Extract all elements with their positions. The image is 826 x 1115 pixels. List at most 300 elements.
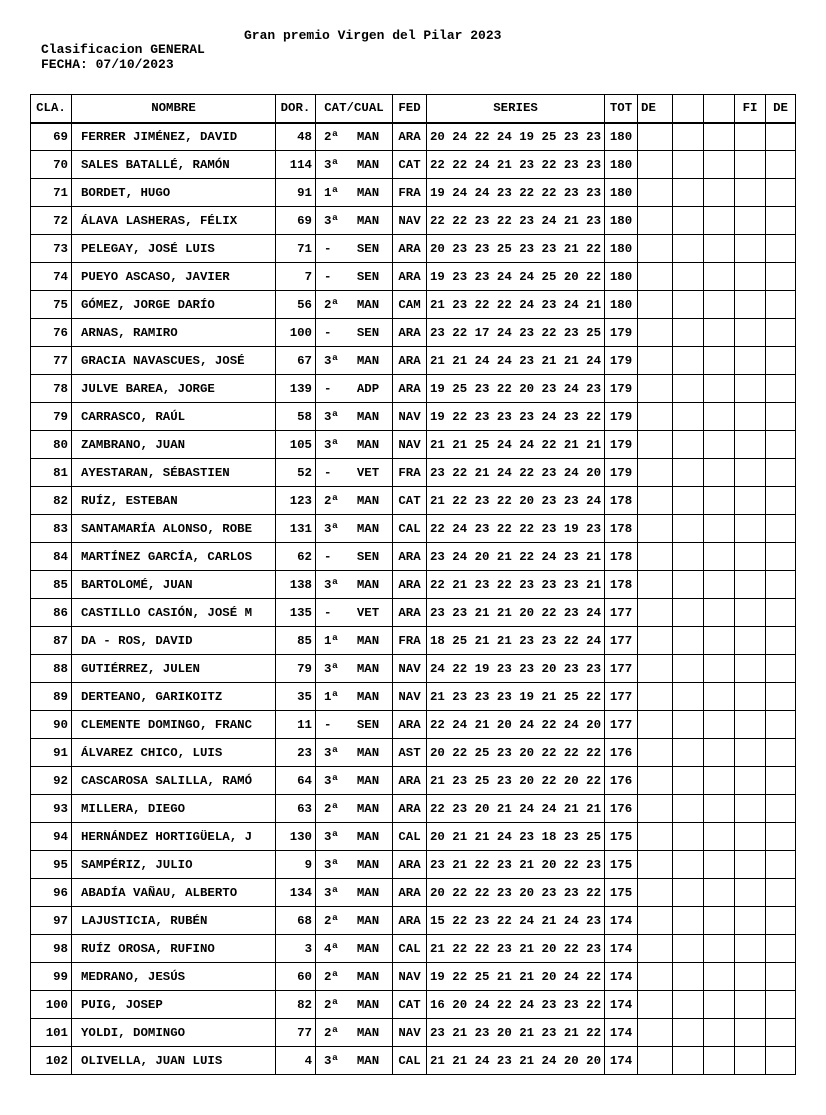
cell-dor: 85 (276, 627, 316, 655)
table-row (31, 291, 796, 319)
table-row (31, 179, 796, 207)
cell-series: 21 21 24 24 23 21 21 24 (427, 347, 605, 375)
cell-cual: MAN (356, 493, 380, 508)
cell-fi (735, 991, 766, 1019)
cell-dor: 135 (276, 599, 316, 627)
cell-series: 20 21 21 24 23 18 23 25 (427, 823, 605, 851)
cell-de (638, 515, 673, 543)
cell-cla: 91 (31, 739, 72, 767)
table-row (31, 627, 796, 655)
cell-tot: 179 (605, 459, 638, 487)
cell-series: 21 22 23 22 20 23 23 24 (427, 487, 605, 515)
cell-fed: FRA (393, 627, 427, 655)
cell-nombre: AYESTARAN, SÉBASTIEN (72, 459, 276, 487)
cell-de (638, 599, 673, 627)
cell-series: 19 25 23 22 20 23 24 23 (427, 375, 605, 403)
cell-blank-1 (673, 1047, 704, 1075)
cell-tot: 174 (605, 1019, 638, 1047)
cell-cla: 78 (31, 375, 72, 403)
cell-de (638, 179, 673, 207)
cell-cla: 73 (31, 235, 72, 263)
cell-cat: 2ª (324, 801, 339, 816)
cell-cat-cual (316, 543, 393, 571)
cell-tot: 174 (605, 963, 638, 991)
cell-fi (735, 291, 766, 319)
cell-dor: 123 (276, 487, 316, 515)
cell-tot: 176 (605, 767, 638, 795)
cell-cual: MAN (356, 577, 380, 592)
cell-nombre: PUIG, JOSEP (72, 991, 276, 1019)
cell-de (638, 711, 673, 739)
cell-nombre: HERNÁNDEZ HORTIGÜELA, J (72, 823, 276, 851)
cell-dor: 91 (276, 179, 316, 207)
col-header-fi: FI (735, 95, 766, 123)
date-line: FECHA: 07/10/2023 (41, 57, 174, 72)
cell-cla: 102 (31, 1047, 72, 1075)
cell-fed: ARA (393, 263, 427, 291)
cell-de (638, 627, 673, 655)
cell-fi (735, 515, 766, 543)
cell-series: 20 23 23 25 23 23 21 22 (427, 235, 605, 263)
cell-fed: CAT (393, 487, 427, 515)
cell-cual: MAN (356, 633, 380, 648)
col-header-de: DE (638, 95, 673, 123)
cell-blank-2 (704, 207, 735, 235)
cell-fi (735, 179, 766, 207)
cell-blank-1 (673, 123, 704, 151)
cell-nombre: ÁLVAREZ CHICO, LUIS (72, 739, 276, 767)
cell-dor: 58 (276, 403, 316, 431)
cell-tot: 174 (605, 935, 638, 963)
cell-de-2 (766, 991, 796, 1019)
cell-blank-2 (704, 459, 735, 487)
cell-tot: 177 (605, 711, 638, 739)
cell-tot: 179 (605, 319, 638, 347)
cell-cual: MAN (356, 773, 380, 788)
cell-fi (735, 235, 766, 263)
cell-tot: 174 (605, 991, 638, 1019)
cell-cat-cual (316, 375, 393, 403)
cell-dor: 9 (276, 851, 316, 879)
cell-cual: MAN (356, 801, 380, 816)
cell-dor: 23 (276, 739, 316, 767)
cell-cat: - (324, 605, 332, 620)
cell-de-2 (766, 207, 796, 235)
col-header-blank-1 (673, 95, 704, 123)
cell-blank-1 (673, 403, 704, 431)
cell-blank-1 (673, 963, 704, 991)
cell-cla: 89 (31, 683, 72, 711)
cell-fi (735, 403, 766, 431)
cell-de (638, 767, 673, 795)
cell-cla: 84 (31, 543, 72, 571)
table-row (31, 879, 796, 907)
cell-cat-cual (316, 291, 393, 319)
cell-fi (735, 879, 766, 907)
cell-cat: - (324, 465, 332, 480)
cell-series: 21 21 25 24 24 22 21 21 (427, 431, 605, 459)
cell-tot: 177 (605, 627, 638, 655)
cell-cual: VET (356, 465, 380, 480)
cell-blank-1 (673, 319, 704, 347)
cell-tot: 174 (605, 1047, 638, 1075)
cell-fi (735, 207, 766, 235)
cell-cual: MAN (356, 745, 380, 760)
cell-cual: MAN (356, 129, 380, 144)
cell-cat: 3ª (324, 829, 339, 844)
cell-fed: ARA (393, 711, 427, 739)
cell-fi (735, 487, 766, 515)
table-row (31, 683, 796, 711)
cell-series: 19 22 23 23 23 24 23 22 (427, 403, 605, 431)
cell-de (638, 907, 673, 935)
cell-cual: MAN (356, 913, 380, 928)
cell-tot: 180 (605, 123, 638, 151)
cell-de (638, 319, 673, 347)
cell-nombre: FERRER JIMÉNEZ, DAVID (72, 123, 276, 151)
cell-blank-1 (673, 795, 704, 823)
cell-fi (735, 151, 766, 179)
cell-cat: 2ª (324, 969, 339, 984)
cell-cual: MAN (356, 857, 380, 872)
cell-de-2 (766, 879, 796, 907)
cell-dor: 71 (276, 235, 316, 263)
cell-tot: 180 (605, 151, 638, 179)
table-row (31, 375, 796, 403)
cell-nombre: MILLERA, DIEGO (72, 795, 276, 823)
cell-blank-1 (673, 907, 704, 935)
cell-cla: 79 (31, 403, 72, 431)
cell-cat-cual (316, 627, 393, 655)
cell-cla: 87 (31, 627, 72, 655)
col-header-blank-2 (704, 95, 735, 123)
cell-series: 22 23 20 21 24 24 21 21 (427, 795, 605, 823)
cell-nombre: BARTOLOMÉ, JUAN (72, 571, 276, 599)
cell-cla: 82 (31, 487, 72, 515)
cell-dor: 82 (276, 991, 316, 1019)
cell-fi (735, 263, 766, 291)
cell-cat-cual (316, 459, 393, 487)
cell-tot: 177 (605, 655, 638, 683)
cell-blank-2 (704, 403, 735, 431)
table-row (31, 543, 796, 571)
cell-blank-2 (704, 795, 735, 823)
cell-de-2 (766, 179, 796, 207)
cell-de-2 (766, 515, 796, 543)
cell-fed: NAV (393, 403, 427, 431)
cell-de (638, 263, 673, 291)
cell-fi (735, 347, 766, 375)
cell-fi (735, 851, 766, 879)
cell-nombre: CARRASCO, RAÚL (72, 403, 276, 431)
cell-de (638, 207, 673, 235)
cell-de (638, 683, 673, 711)
cell-cual: MAN (356, 185, 380, 200)
cell-blank-2 (704, 907, 735, 935)
cell-dor: 79 (276, 655, 316, 683)
cell-series: 21 21 24 23 21 24 20 20 (427, 1047, 605, 1075)
cell-blank-2 (704, 963, 735, 991)
cell-cat: 3ª (324, 437, 339, 452)
cell-blank-1 (673, 263, 704, 291)
cell-series: 23 22 17 24 23 22 23 25 (427, 319, 605, 347)
cell-blank-2 (704, 711, 735, 739)
cell-dor: 68 (276, 907, 316, 935)
cell-fed: ARA (393, 123, 427, 151)
cell-cla: 94 (31, 823, 72, 851)
cell-tot: 175 (605, 823, 638, 851)
cell-cual: MAN (356, 941, 380, 956)
cell-tot: 179 (605, 431, 638, 459)
cell-series: 16 20 24 22 24 23 23 22 (427, 991, 605, 1019)
cell-fed: ARA (393, 795, 427, 823)
cell-cat: 3ª (324, 577, 339, 592)
cell-cat: 3ª (324, 353, 339, 368)
cell-nombre: LAJUSTICIA, RUBÉN (72, 907, 276, 935)
cell-cat: 3ª (324, 1053, 339, 1068)
cell-cla: 72 (31, 207, 72, 235)
cell-cat: 3ª (324, 773, 339, 788)
cell-fed: FRA (393, 179, 427, 207)
cell-cla: 96 (31, 879, 72, 907)
cell-nombre: MARTÍNEZ GARCÍA, CARLOS (72, 543, 276, 571)
cell-cla: 74 (31, 263, 72, 291)
table-row (31, 487, 796, 515)
cell-cat-cual (316, 571, 393, 599)
cell-dor: 60 (276, 963, 316, 991)
col-header-dor: DOR. (276, 95, 316, 123)
cell-fi (735, 795, 766, 823)
cell-de (638, 1019, 673, 1047)
table-row (31, 1019, 796, 1047)
cell-cla: 98 (31, 935, 72, 963)
cell-blank-2 (704, 935, 735, 963)
table-row (31, 935, 796, 963)
cell-cla: 81 (31, 459, 72, 487)
cell-cat: 4ª (324, 941, 339, 956)
cell-tot: 177 (605, 599, 638, 627)
cell-blank-1 (673, 991, 704, 1019)
cell-de-2 (766, 907, 796, 935)
cell-fi (735, 627, 766, 655)
cell-dor: 130 (276, 823, 316, 851)
cell-cat-cual (316, 515, 393, 543)
cell-de-2 (766, 459, 796, 487)
cell-nombre: ÁLAVA LASHERAS, FÉLIX (72, 207, 276, 235)
cell-blank-1 (673, 711, 704, 739)
cell-series: 23 22 21 24 22 23 24 20 (427, 459, 605, 487)
cell-series: 22 21 23 22 23 23 23 21 (427, 571, 605, 599)
cell-de-2 (766, 1047, 796, 1075)
cell-blank-1 (673, 767, 704, 795)
cell-blank-2 (704, 683, 735, 711)
cell-cla: 83 (31, 515, 72, 543)
cell-fed: NAV (393, 1019, 427, 1047)
cell-nombre: CASTILLO CASIÓN, JOSÉ M (72, 599, 276, 627)
cell-fi (735, 963, 766, 991)
cell-series: 21 23 25 23 20 22 20 22 (427, 767, 605, 795)
cell-de (638, 935, 673, 963)
cell-fi (735, 431, 766, 459)
cell-dor: 69 (276, 207, 316, 235)
cell-cual: MAN (356, 997, 380, 1012)
cell-nombre: ARNAS, RAMIRO (72, 319, 276, 347)
cell-fi (735, 599, 766, 627)
cell-dor: 3 (276, 935, 316, 963)
cell-blank-2 (704, 1019, 735, 1047)
cell-blank-2 (704, 319, 735, 347)
cell-blank-2 (704, 767, 735, 795)
header-row (31, 95, 796, 123)
cell-tot: 179 (605, 375, 638, 403)
cell-blank-1 (673, 487, 704, 515)
cell-blank-2 (704, 431, 735, 459)
cell-dor: 52 (276, 459, 316, 487)
cell-cat-cual (316, 879, 393, 907)
cell-nombre: SAMPÉRIZ, JULIO (72, 851, 276, 879)
table-row (31, 1047, 796, 1075)
cell-cat: - (324, 549, 332, 564)
cell-blank-1 (673, 683, 704, 711)
cell-cla: 85 (31, 571, 72, 599)
cell-blank-1 (673, 851, 704, 879)
cell-cat-cual (316, 683, 393, 711)
table-row (31, 907, 796, 935)
cell-cual: MAN (356, 353, 380, 368)
cell-fi (735, 1047, 766, 1075)
cell-fi (735, 1019, 766, 1047)
cell-cat-cual (316, 207, 393, 235)
cell-fed: ARA (393, 851, 427, 879)
col-header-series: SERIES (427, 95, 605, 123)
col-header-nombre: NOMBRE (72, 95, 276, 123)
results-table (30, 94, 796, 1075)
cell-fed: CAT (393, 151, 427, 179)
cell-fed: CAL (393, 823, 427, 851)
cell-de (638, 543, 673, 571)
cell-dor: 138 (276, 571, 316, 599)
cell-fed: CAT (393, 991, 427, 1019)
cell-tot: 178 (605, 515, 638, 543)
cell-cual: SEN (356, 549, 380, 564)
cell-cla: 93 (31, 795, 72, 823)
cell-blank-2 (704, 375, 735, 403)
cell-de-2 (766, 711, 796, 739)
cell-tot: 176 (605, 739, 638, 767)
cell-de-2 (766, 235, 796, 263)
col-header-tot: TOT (605, 95, 638, 123)
cell-nombre: MEDRANO, JESÚS (72, 963, 276, 991)
cell-cat-cual (316, 851, 393, 879)
table-row (31, 515, 796, 543)
cell-blank-2 (704, 739, 735, 767)
table-row (31, 963, 796, 991)
cell-tot: 180 (605, 235, 638, 263)
cell-series: 19 22 25 21 21 20 24 22 (427, 963, 605, 991)
cell-tot: 177 (605, 683, 638, 711)
table-row (31, 571, 796, 599)
cell-fi (735, 823, 766, 851)
cell-de (638, 963, 673, 991)
cell-fi (735, 319, 766, 347)
cell-cat-cual (316, 767, 393, 795)
cell-nombre: BORDET, HUGO (72, 179, 276, 207)
col-header-cat-cual: CAT/CUAL (316, 95, 393, 123)
cell-fed: NAV (393, 655, 427, 683)
cell-nombre: OLIVELLA, JUAN LUIS (72, 1047, 276, 1075)
cell-blank-1 (673, 235, 704, 263)
cell-de-2 (766, 403, 796, 431)
cell-fed: ARA (393, 767, 427, 795)
cell-nombre: RUÍZ, ESTEBAN (72, 487, 276, 515)
cell-de (638, 347, 673, 375)
cell-cat: - (324, 241, 332, 256)
cell-blank-1 (673, 1019, 704, 1047)
cell-cat-cual (316, 655, 393, 683)
cell-cat: 2ª (324, 129, 339, 144)
cell-de-2 (766, 935, 796, 963)
cell-fi (735, 375, 766, 403)
cell-de-2 (766, 963, 796, 991)
cell-nombre: YOLDI, DOMINGO (72, 1019, 276, 1047)
cell-cual: MAN (356, 885, 380, 900)
cell-cual: MAN (356, 969, 380, 984)
cell-nombre: ABADÍA VAÑAU, ALBERTO (72, 879, 276, 907)
cell-cat: 3ª (324, 745, 339, 760)
cell-cla: 77 (31, 347, 72, 375)
cell-fed: ARA (393, 235, 427, 263)
cell-cual: SEN (356, 717, 380, 732)
cell-tot: 180 (605, 179, 638, 207)
table-row (31, 655, 796, 683)
cell-de (638, 459, 673, 487)
cell-cla: 100 (31, 991, 72, 1019)
cell-cla: 101 (31, 1019, 72, 1047)
cell-cla: 97 (31, 907, 72, 935)
cell-de (638, 795, 673, 823)
cell-nombre: CLEMENTE DOMINGO, FRANC (72, 711, 276, 739)
cell-blank-2 (704, 599, 735, 627)
cell-tot: 179 (605, 403, 638, 431)
cell-de (638, 823, 673, 851)
cell-cla: 88 (31, 655, 72, 683)
cell-blank-2 (704, 627, 735, 655)
cell-fed: ARA (393, 571, 427, 599)
cell-blank-2 (704, 179, 735, 207)
cell-fed: FRA (393, 459, 427, 487)
cell-cat-cual (316, 235, 393, 263)
cell-de-2 (766, 123, 796, 151)
cell-cat: 2ª (324, 913, 339, 928)
cell-blank-1 (673, 627, 704, 655)
cell-cla: 70 (31, 151, 72, 179)
cell-cual: MAN (356, 661, 380, 676)
cell-blank-1 (673, 571, 704, 599)
cell-blank-1 (673, 935, 704, 963)
cell-dor: 114 (276, 151, 316, 179)
cell-nombre: SALES BATALLÉ, RAMÓN (72, 151, 276, 179)
cell-dor: 100 (276, 319, 316, 347)
cell-cual: MAN (356, 213, 380, 228)
cell-dor: 7 (276, 263, 316, 291)
cell-blank-2 (704, 151, 735, 179)
cell-de-2 (766, 291, 796, 319)
cell-series: 15 22 23 22 24 21 24 23 (427, 907, 605, 935)
cell-cat-cual (316, 319, 393, 347)
cell-dor: 131 (276, 515, 316, 543)
cell-blank-2 (704, 1047, 735, 1075)
cell-blank-1 (673, 515, 704, 543)
